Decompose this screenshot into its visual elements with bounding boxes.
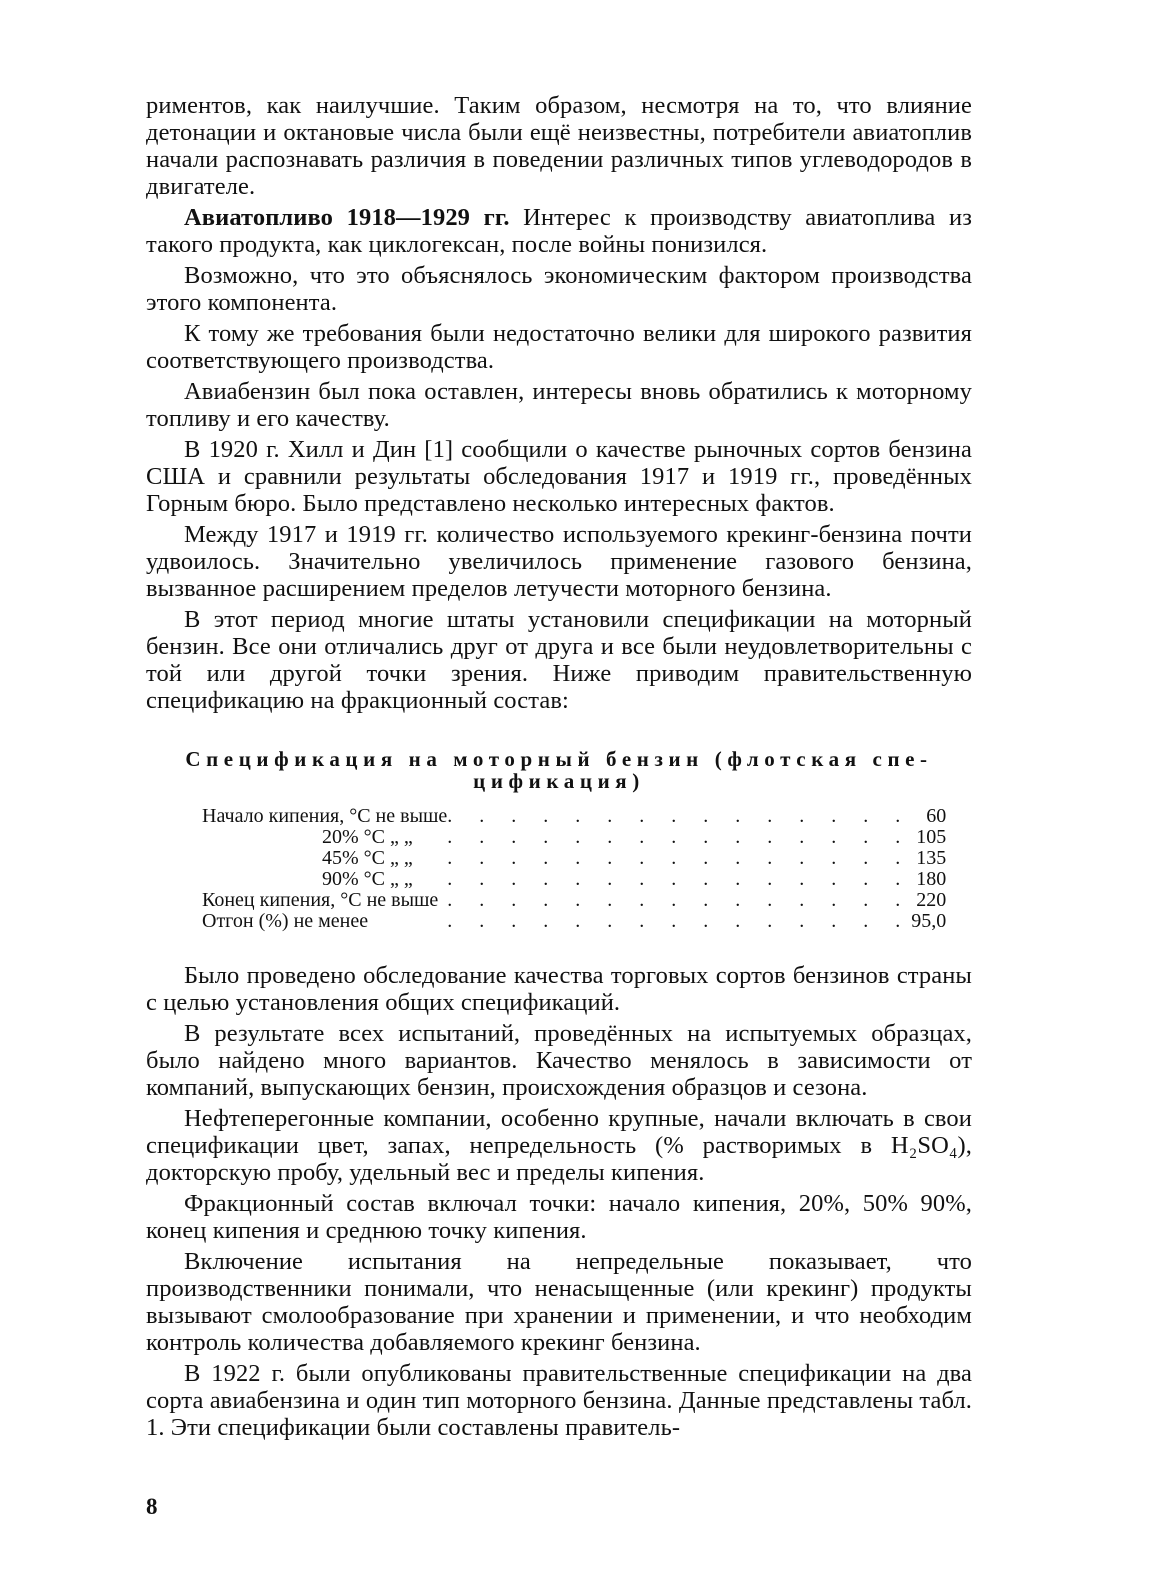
paragraph-text: В 1922 г. были опубликованы правительственные спецификации на два сорта авиабензина и один тип моторного бензина. Данные представлены табл. 1. Эти спецификации были составлены правитель- xyxy=(146,1360,972,1441)
paragraph-text: Интерес к производству авиатоплива из такого продукта, как циклогексан, после войны понизился. xyxy=(146,204,972,258)
spec-dot-leader xyxy=(447,911,911,932)
paragraph xyxy=(146,92,972,200)
text-column xyxy=(146,92,972,1445)
spec-title xyxy=(146,748,972,792)
spec-label: Конец кипения, °С не выше xyxy=(202,889,439,911)
paragraph-text: Включение испытания на непредельные показывает, что производственники понимали, что ненасыщенные (или крекинг) продукты вызывают смолообразование при хранении и применении, и что необходим контроль количества добавляемого крекинг бензина. xyxy=(146,1248,972,1356)
spec-dots: . . . . . . . . . . . . . . . xyxy=(447,848,912,869)
spec-title-line-1: Спецификация на моторный бензин (флотская спе- xyxy=(185,747,933,771)
spec-label: 45% °С „ „ xyxy=(322,847,413,869)
paragraph-text: В результате всех испытаний, проведённых на испытуемых образцах, было найдено много вариантов. Качество менялось в зависимости от компаний, выпускающих бензин, происхождения образцов и сезона. xyxy=(146,1020,972,1101)
paragraph-text: Между 1917 и 1919 гг. количество используемого крекинг-бензина почти удвоилось. Значительно увеличилось применение газового бензина, вызванное расширением пределов летучести моторного бензина. xyxy=(146,521,972,602)
spec-row xyxy=(202,869,946,890)
spec-table xyxy=(202,806,946,932)
spec-dot-leader xyxy=(447,827,911,848)
paragraph-text: Было проведено обследование качества торговых сортов бензинов страны с целью установления общих спецификаций. xyxy=(146,962,972,1016)
paragraph-text: В 1920 г. Хилл и Дин [1] сообщили о качестве рыночных сортов бензина США и сравнили результаты обследования 1917 и 1919 гг., проведённых Горным бюро. Было представлено несколько интересных фактов. xyxy=(146,436,972,517)
spec-dot-leader xyxy=(447,848,911,869)
paragraph xyxy=(146,521,972,602)
spec-dots: . . . . . . . . . . . . . . . xyxy=(447,869,912,890)
spec-dots: . . . . . . . . . . . . . . . xyxy=(447,827,912,848)
paragraph xyxy=(146,1248,972,1356)
bottom-paragraphs xyxy=(146,962,972,1441)
paragraph xyxy=(146,962,972,1016)
paragraph xyxy=(146,1360,972,1441)
spec-label: 90% °С „ „ xyxy=(322,868,413,890)
paragraph xyxy=(146,204,972,258)
spec-label: Отгон (%) не менее xyxy=(202,910,369,932)
paragraph-text: Авиабензин был пока оставлен, интересы вновь обратились к моторному топливу и его качеству. xyxy=(146,378,972,432)
spec-value: 95,0 xyxy=(911,910,947,932)
spec-title-line-2: цификация) xyxy=(473,769,645,793)
paragraph-text: К тому же требования были недостаточно велики для широкого развития соответствующего производства. xyxy=(146,320,972,374)
paragraph-text: В этот период многие штаты установили спецификации на моторный бензин. Все они отличались друг от друга и все были неудовлетворительны с той или другой точки зрения. Ниже приводим правительственную спецификацию на фракционный состав: xyxy=(146,606,972,714)
spec-dots: . . . . . . . . . . . . . . . xyxy=(447,890,912,911)
paragraph xyxy=(146,262,972,316)
paragraph xyxy=(146,320,972,374)
spec-value: 105 xyxy=(916,826,947,848)
page-number: 8 xyxy=(146,1494,158,1519)
spec-row xyxy=(202,806,946,827)
spec-value: 60 xyxy=(926,805,947,827)
paragraph-text: Нефтеперегонные компании, особенно крупные, начали включать в свои спецификации цвет, запах, непредельность (% растворимых в H₂SO₄), докторскую пробу, удельный вес и пределы кипения. xyxy=(146,1105,972,1186)
paragraph-text: Фракционный состав включал точки: начало кипения, 20%, 50% 90%, конец кипения и среднюю точку кипения. xyxy=(146,1190,972,1244)
spec-value: 135 xyxy=(916,847,947,869)
paragraph xyxy=(146,378,972,432)
spec-dot-leader xyxy=(447,869,911,890)
paragraph-text: Возможно, что это объяснялось экономическим фактором производства этого компонента. xyxy=(146,262,972,316)
paragraph xyxy=(146,606,972,714)
paragraph xyxy=(146,1190,972,1244)
spec-label: Начало кипения, °С не выше xyxy=(202,805,448,827)
section-heading: Авиатопливо 1918—1929 гг. xyxy=(184,204,510,231)
spec-dot-leader xyxy=(447,890,911,911)
paragraph-text: риментов, как наилучшие. Таким образом, несмотря на то, что влияние детонации и октановые числа были ещё неизвестны, потребители авиатоплив начали распознавать различия в поведении различных типов углеводородов в двигателе. xyxy=(146,92,972,200)
spec-label: 20% °С „ „ xyxy=(322,826,413,848)
spec-value: 180 xyxy=(916,868,947,890)
spec-dots: . . . . . . . . . . . . . . . xyxy=(447,911,912,932)
paragraph xyxy=(146,1105,972,1186)
spec-row xyxy=(202,890,946,911)
spec-row xyxy=(202,827,946,848)
top-paragraphs xyxy=(146,92,972,714)
spec-row xyxy=(202,911,946,932)
spec-dot-leader xyxy=(447,806,911,827)
paragraph xyxy=(146,436,972,517)
spec-value: 220 xyxy=(916,889,947,911)
spec-row xyxy=(202,848,946,869)
paragraph xyxy=(146,1020,972,1101)
spec-dots: . . . . . . . . . . . . . . . xyxy=(447,806,912,827)
